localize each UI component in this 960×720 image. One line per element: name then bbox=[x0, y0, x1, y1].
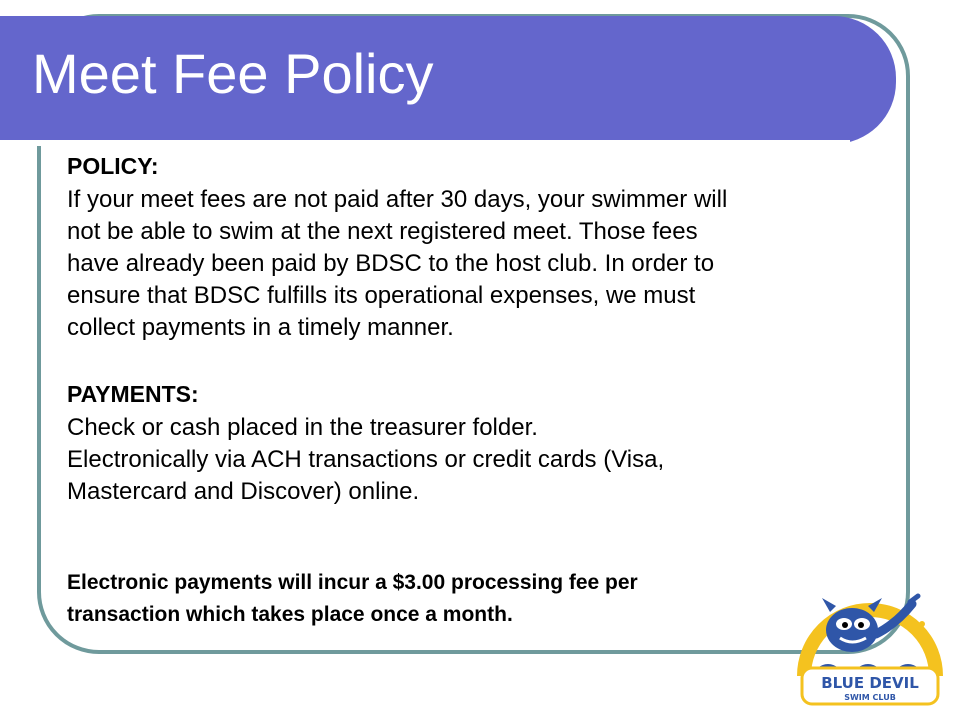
blue-devil-logo-graphic bbox=[790, 572, 950, 710]
policy-line: collect payments in a timely manner. bbox=[67, 314, 454, 341]
logo-club-text: SWIM CLUB bbox=[844, 693, 896, 702]
spacer bbox=[67, 344, 867, 378]
policy-text bbox=[67, 184, 867, 344]
policy-line: ensure that BDSC fulfills its operational expenses, we must bbox=[67, 282, 696, 309]
slide-content bbox=[67, 150, 867, 508]
logo-devil-head bbox=[826, 608, 878, 652]
logo-devil-horn bbox=[822, 598, 836, 612]
logo-name-text: BLUE DEVIL bbox=[821, 674, 919, 692]
payments-line: Mastercard and Discover) online. bbox=[67, 478, 420, 505]
payments-text bbox=[67, 412, 867, 508]
slide-title: Meet Fee Policy bbox=[32, 42, 434, 105]
logo-splash bbox=[813, 629, 819, 635]
note-line: Electronic payments will incur a $3.00 processing fee per bbox=[67, 571, 638, 594]
note-line: transaction which takes place once a month. bbox=[67, 603, 513, 626]
policy-line: have already been paid by BDSC to the host club. In order to bbox=[67, 250, 715, 277]
logo-devil-hand bbox=[910, 596, 918, 602]
policy-heading: POLICY: bbox=[67, 153, 159, 179]
payments-line: Electronically via ACH transactions or credit cards (Visa, bbox=[67, 446, 665, 473]
title-underline bbox=[0, 140, 850, 146]
title-banner bbox=[0, 16, 896, 144]
policy-line: If your meet fees are not paid after 30 days, your swimmer will bbox=[67, 186, 728, 213]
logo-splash bbox=[919, 621, 925, 627]
payments-heading: PAYMENTS: bbox=[67, 381, 199, 407]
logo-devil-pupil bbox=[842, 622, 848, 628]
processing-fee-note bbox=[67, 567, 638, 631]
logo-devil-pupil bbox=[858, 622, 864, 628]
policy-line: not be able to swim at the next registered meet. Those fees bbox=[67, 218, 698, 245]
payments-line: Check or cash placed in the treasurer folder. bbox=[67, 414, 538, 441]
blue-devil-logo bbox=[790, 572, 950, 710]
